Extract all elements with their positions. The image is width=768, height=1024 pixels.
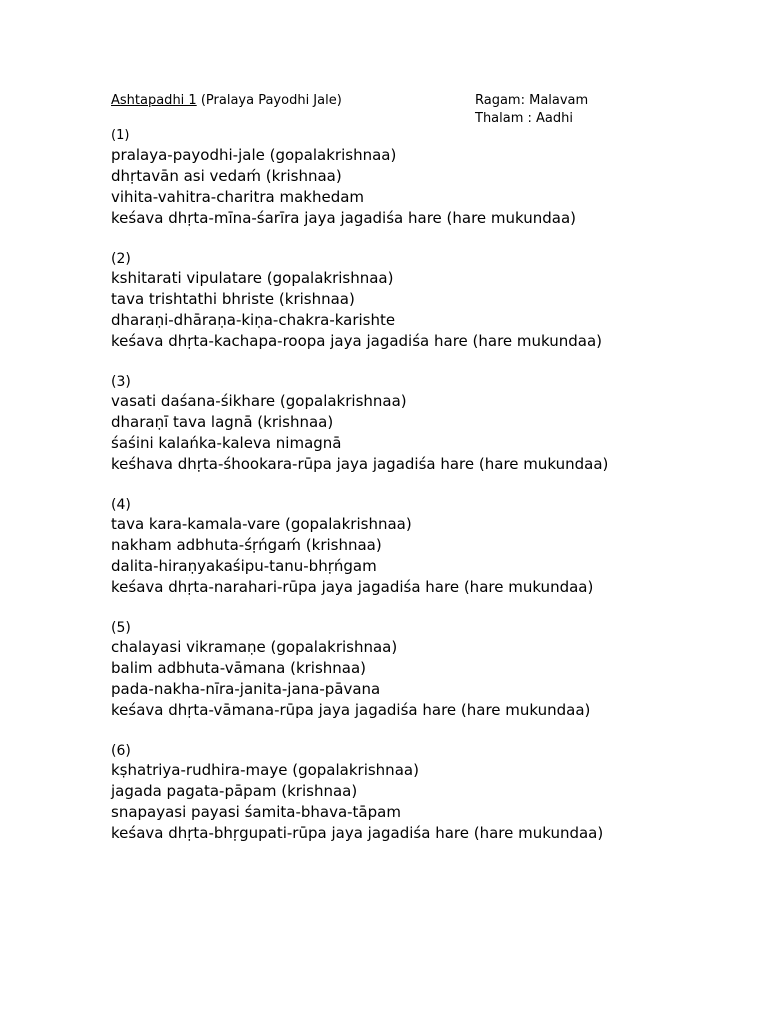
verse-refrain: keśava dhṛta-bhṛgupati-rūpa jaya jagadiśa hare (hare mukundaa) [111,824,604,842]
verse-line: vasati daśana-śikhare (gopalakrishnaa) [111,392,407,410]
document-subtitle: (Pralaya Payodhi Jale) [200,93,342,108]
verse-line: kshitarati vipulatare (gopalakrishnaa) [111,269,394,287]
ragam-label: Ragam: Malavam [475,93,589,108]
verse-number: (1) [111,128,130,143]
verse-line: dhṛtavān asi vedaḿ (krishnaa) [111,167,342,185]
document-header [111,92,671,126]
verse-line: tava trishtathi bhriste (krishnaa) [111,290,355,308]
verses-list [111,127,731,865]
verse-line: pralaya-payodhi-jale (gopalakrishnaa) [111,146,397,164]
raga-tala-info [475,92,588,128]
verse-line: snapayasi payasi śamita-bhava-tāpam [111,803,401,821]
verse-2 [111,250,731,352]
verse-line: balim adbhuta-vāmana (krishnaa) [111,659,367,677]
verse-refrain: keśhava dhṛta-śhookara-rūpa jaya jagadiśa hare (hare mukundaa) [111,455,609,473]
verse-number: (2) [111,251,131,267]
verse-refrain: keśava dhṛta-vāmana-rūpa jaya jagadiśa hare (hare mukundaa) [111,701,591,719]
verse-number: (6) [111,743,131,759]
verse-refrain: keśava dhṛta-narahari-rūpa jaya jagadiśa hare (hare mukundaa) [111,578,594,596]
verse-line: pada-nakha-nīra-janita-jana-pāvana [111,680,381,698]
verse-1 [111,127,731,229]
verse-line: dalita-hiraṇyakaśipu-tanu-bhṛńgam [111,557,377,575]
document-title: Ashtapadhi 1 [111,93,197,108]
verse-line: jagada pagata-pāpam (krishnaa) [111,782,358,800]
verse-line: tava kara-kamala-vare (gopalakrishnaa) [111,515,412,533]
verse-4 [111,496,731,598]
thalam-label: Thalam : Aadhi [475,111,573,126]
verse-number: (4) [111,497,131,513]
verse-5 [111,619,731,721]
verse-line: śaśini kalańka-kaleva nimagnā [111,434,342,452]
verse-line: kṣhatriya-rudhira-maye (gopalakrishnaa) [111,761,419,779]
verse-line: nakham adbhuta-śṛńgaḿ (krishnaa) [111,536,382,554]
verse-6 [111,742,731,844]
verse-3 [111,373,731,475]
verse-line: chalayasi vikramaṇe (gopalakrishnaa) [111,638,398,656]
verse-refrain: keśava dhṛta-mīna-śarīra jaya jagadiśa hare (hare mukundaa) [111,209,577,227]
verse-number: (3) [111,374,131,390]
verse-line: vihita-vahitra-charitra makhedam [111,188,365,206]
verse-line: dharaṇī tava lagnā (krishnaa) [111,413,334,431]
verse-number: (5) [111,620,131,636]
verse-refrain: keśava dhṛta-kachapa-roopa jaya jagadiśa hare (hare mukundaa) [111,332,603,350]
verse-line: dharaṇi-dhāraṇa-kiṇa-chakra-karishte [111,311,396,329]
